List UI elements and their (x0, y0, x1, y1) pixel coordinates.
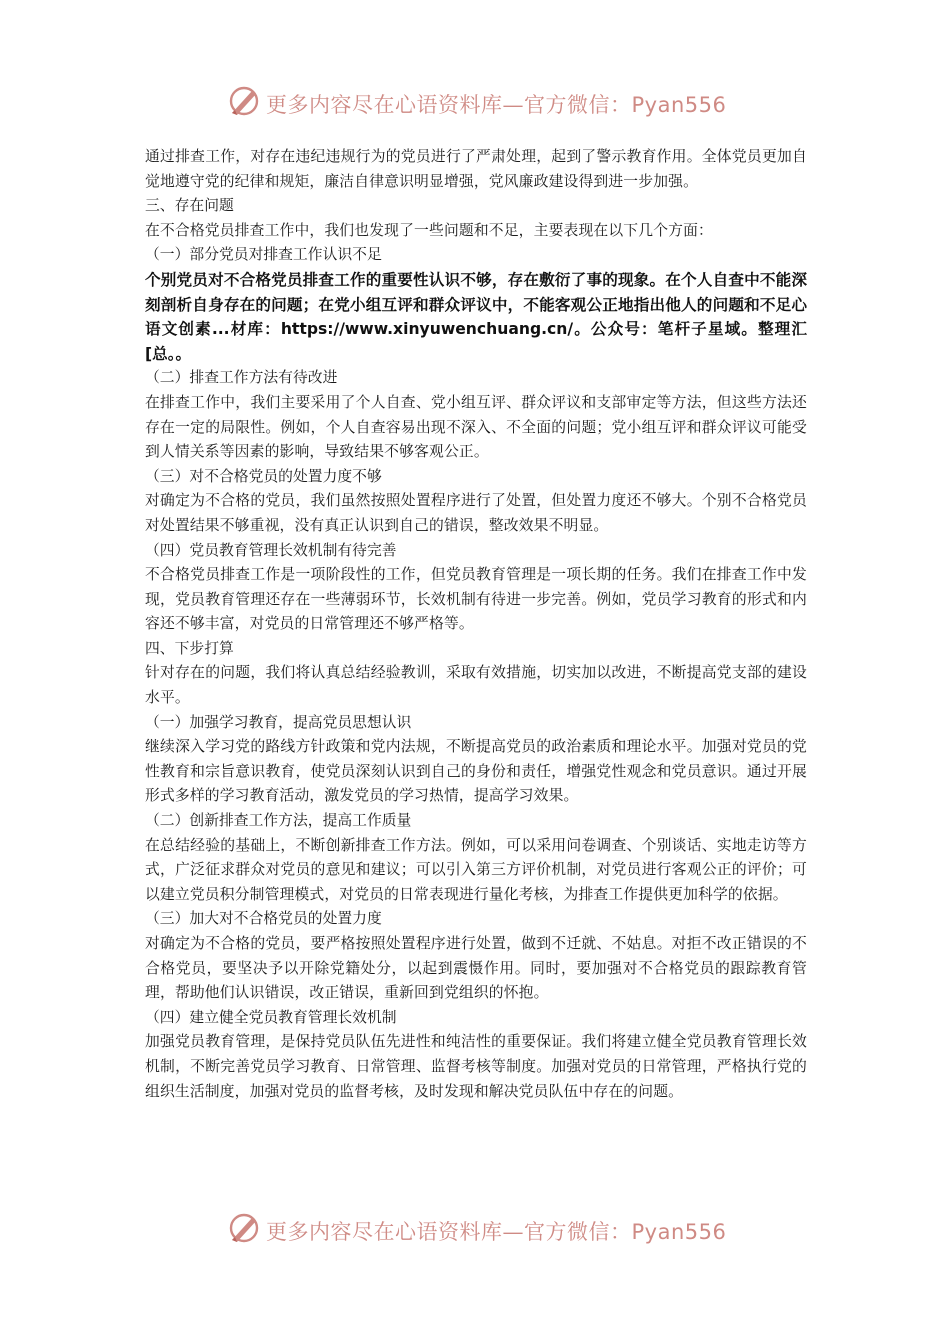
section-heading: （四）建立健全党员教育管理长效机制 (145, 1008, 397, 1026)
paragraph: 通过排查工作，对存在违纪违规行为的党员进行了严肃处理，起到了警示教育作用。全体党员更加自觉地遵守党的纪律和规矩，廉洁自律意识明显增强，党风廉政建设得到进一步加强。 (145, 148, 807, 190)
section-heading: （二）排查工作方法有待改进 (145, 369, 338, 387)
section-heading: 三、存在问题 (145, 197, 234, 215)
document-body (145, 145, 807, 1104)
section-heading: （一）加强学习教育，提高党员思想认识 (145, 713, 412, 731)
section-heading: （二）创新排查工作方法，提高工作质量 (145, 812, 412, 830)
paragraph: 不合格党员排查工作是一项阶段性的工作，但党员教育管理是一项长期的任务。我们在排查工作中发现，党员教育管理还存在一些薄弱环节，长效机制有待进一步完善。例如，党员学习教育的形式和内容还不够丰富，对党员的日常管理还不够严格等。 (145, 566, 807, 633)
section-heading: （三）对不合格党员的处置力度不够 (145, 467, 382, 485)
footer-banner (0, 1208, 950, 1252)
banner-label: 更多内容尽在心语资料库—官方微信： (266, 93, 632, 117)
banner-text (266, 89, 726, 119)
section-heading: （一）部分党员对排查工作认识不足 (145, 246, 382, 264)
paragraph: 在总结经验的基础上，不断创新排查工作方法。例如，可以采用问卷调查、个别谈话、实地走访等方式，广泛征求群众对党员的意见和建议；可以引入第三方评价机制，对党员进行客观公正的评价；可以建立党员积分制管理模式，对党员的日常表现进行量化考核，为排查工作提供更加科学的依据。 (145, 836, 807, 903)
banner-label: 更多内容尽在心语资料库—官方微信： (266, 1220, 632, 1244)
highlighted-paragraph: 个别党员对不合格党员排查工作的重要性认识不够，存在敷衍了事的现象。在个人自查中不能深刻剖析自身存在的问题；在党小组互评和群众评议中，不能客观公正地指出他人的问题和不足心语文创素...材库：https://www.xinyuwenchuang.cn/。公众号：笔杆子星域。整理汇[总。。 (145, 270, 807, 363)
pen-circle-logo-icon (226, 1210, 262, 1246)
section-heading: （三）加大对不合格党员的处置力度 (145, 910, 382, 928)
paragraph: 针对存在的问题，我们将认真总结经验教训，采取有效措施，切实加以改进，不断提高党支部的建设水平。 (145, 664, 807, 707)
section-heading: 四、下步打算 (145, 639, 234, 657)
paragraph: 在不合格党员排查工作中，我们也发现了一些问题和不足，主要表现在以下几个方面： (145, 221, 713, 239)
header-banner (0, 81, 950, 125)
wechat-id: Pyan556 (631, 93, 727, 117)
paragraph: 对确定为不合格的党员，要严格按照处置程序进行处置，做到不迁就、不姑息。对拒不改正错误的不合格党员，要坚决予以开除党籍处分，以起到震慑作用。同时，要加强对不合格党员的跟踪教育管理，帮助他们认识错误，改正错误，重新回到党组织的怀抱。 (145, 935, 807, 1002)
paragraph: 对确定为不合格的党员，我们虽然按照处置程序进行了处置，但处置力度还不够大。个别不合格党员对处置结果不够重视，没有真正认识到自己的错误，整改效果不明显。 (145, 492, 807, 534)
wechat-id: Pyan556 (631, 1220, 727, 1244)
section-heading: （四）党员教育管理长效机制有待完善 (145, 541, 397, 559)
paragraph: 加强党员教育管理，是保持党员队伍先进性和纯洁性的重要保证。我们将建立健全党员教育管理长效机制，不断完善党员学习教育、日常管理、监督考核等制度。加强对党员的日常管理，严格执行党的组织生活制度，加强对党员的监督考核，及时发现和解决党员队伍中存在的问题。 (145, 1033, 807, 1100)
paragraph: 在排查工作中，我们主要采用了个人自查、党小组互评、群众评议和支部审定等方法，但这些方法还存在一定的局限性。例如，个人自查容易出现不深入、不全面的问题；党小组互评和群众评议可能受到人情关系等因素的影响，导致结果不够客观公正。 (145, 393, 807, 461)
pen-circle-logo-icon (226, 83, 262, 119)
paragraph: 继续深入学习党的路线方针政策和党内法规，不断提高党员的政治素质和理论水平。加强对党员的党性教育和宗旨意识教育，使党员深刻认识到自己的身份和责任，增强党性观念和党员意识。通过开展形式多样的学习教育活动，激发党员的学习热情，提高学习效果。 (145, 738, 807, 805)
banner-text (266, 1216, 726, 1246)
